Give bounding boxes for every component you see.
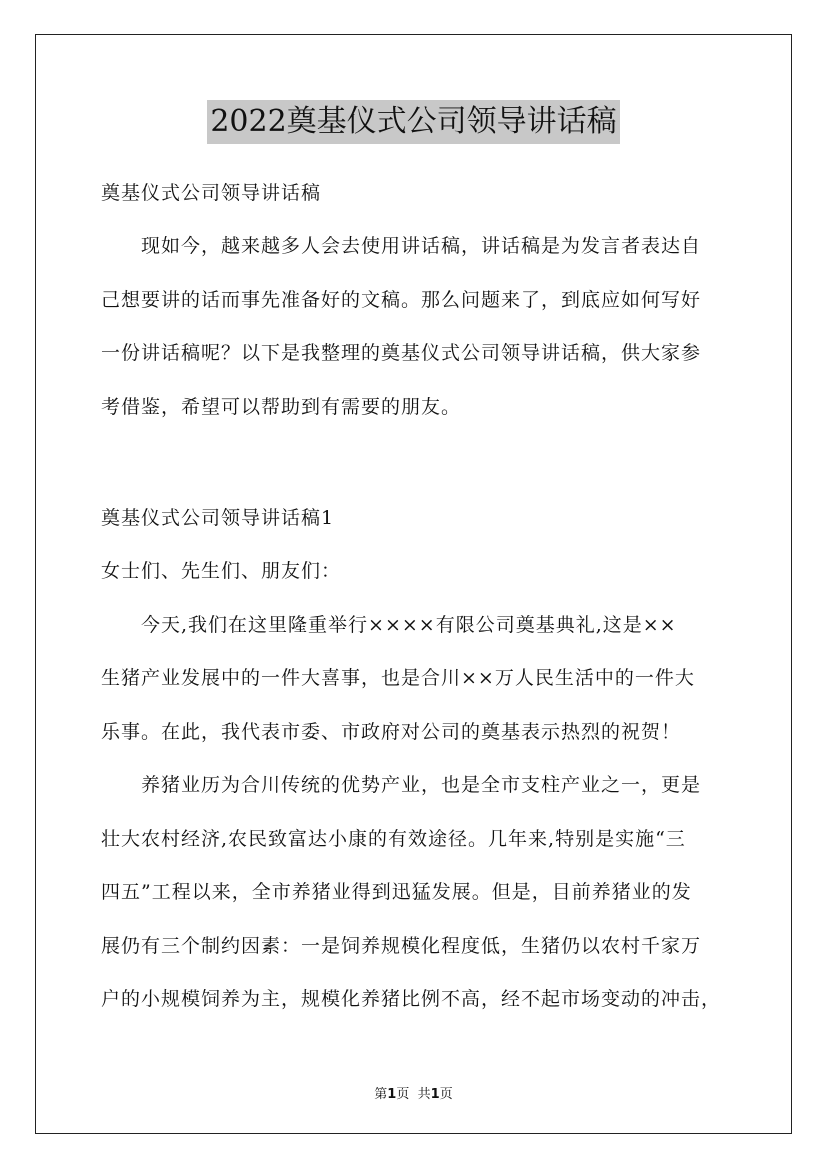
intro-line-3: 一份讲话稿呢？以下是我整理的奠基仪式公司领导讲话稿，供大家参 [101,342,702,364]
footer-page-prefix: 第 [374,1087,388,1102]
body-line-4: 养猪业历为合川传统的优势产业，也是全市支柱产业之一，更是 [141,774,702,796]
footer-page-number: 1 [387,1087,397,1102]
body-line-5: 壮大农村经济,农民致富达小康的有效途径。几年来,特别是实施“三 [101,828,686,850]
body-line-6: 四五”工程以来，全市养猪业得到迅猛发展。但是，目前养猪业的发 [101,881,692,903]
salutation: 女士们、先生们、朋友们： [101,560,342,582]
intro-line-4: 考借鉴，希望可以帮助到有需要的朋友。 [101,396,462,418]
body-line-3: 乐事。在此，我代表市委、市政府对公司的奠基表示热烈的祝贺！ [101,721,682,743]
page-footer [0,1083,827,1102]
body-line-7: 展仍有三个制约因素：一是饲养规模化程度低，生猪仍以农村千家万 [101,935,702,957]
intro-line-1: 现如今，越来越多人会去使用讲话稿，讲话稿是为发言者表达自 [141,235,702,257]
footer-total-prefix: 共 [417,1087,431,1102]
body-line-2: 生猪产业发展中的一件大喜事，也是合川××万人民生活中的一件大 [101,667,695,689]
footer-total-number: 1 [430,1087,440,1102]
title-container [0,100,827,144]
document-subtitle: 奠基仪式公司领导讲话稿 [101,182,322,204]
document-title: 2022奠基仪式公司领导讲话稿 [207,100,619,144]
footer-page-suffix: 页 [396,1087,410,1102]
section-heading: 奠基仪式公司领导讲话稿1 [101,507,335,529]
footer-total-suffix: 页 [439,1087,453,1102]
intro-line-2: 己想要讲的话而事先准备好的文稿。那么问题来了，到底应如何写好 [101,289,702,311]
body-line-8: 户的小规模饲养为主，规模化养猪比例不高，经不起市场变动的冲击， [101,988,722,1010]
body-line-1: 今天,我们在这里隆重举行××××有限公司奠基典礼,这是×× [141,614,677,636]
